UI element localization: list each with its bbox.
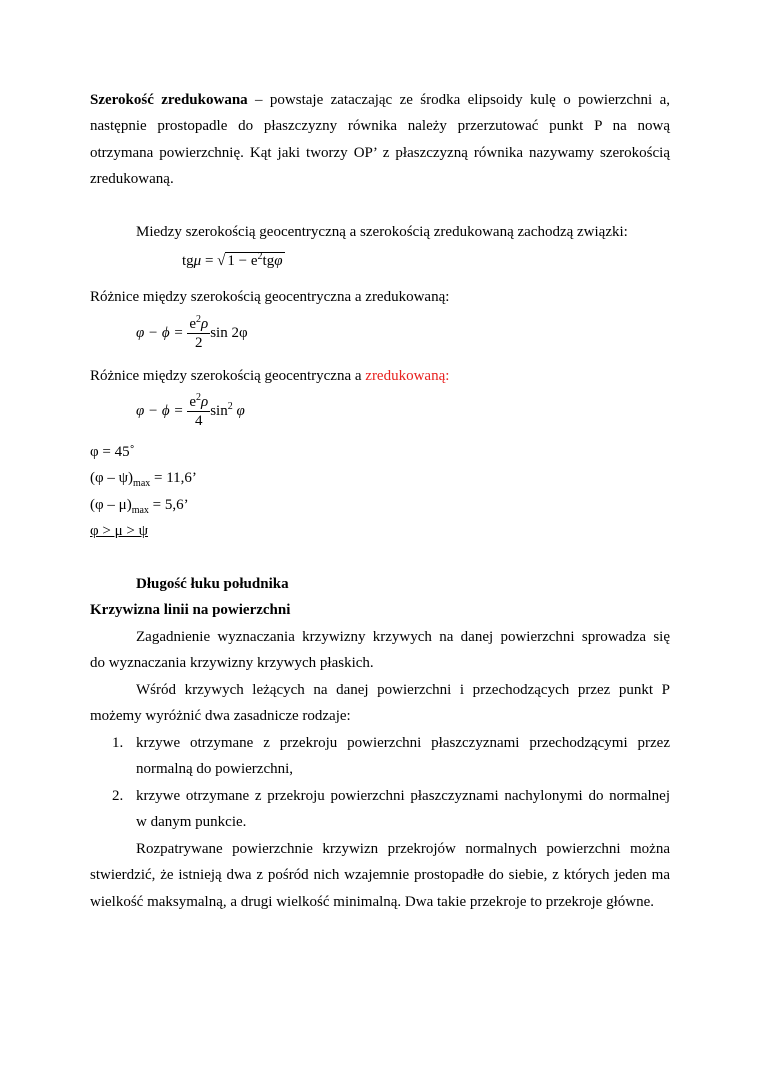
- paragraph-line: wielkość maksymalną, a drugi wielkość minimalną. Dwa takie przekroje to przekroje główne.: [90, 894, 654, 910]
- subscript: max: [133, 478, 151, 489]
- formula-part: ρ: [200, 316, 209, 332]
- formula-part: e: [189, 394, 196, 410]
- formula-part: φ − ϕ =: [136, 402, 188, 419]
- paragraph-line: Zagadnienie wyznaczania krzywizny krzywych na danej powierzchni sprowadza się: [136, 629, 670, 645]
- text-span: = 11,6’: [150, 470, 197, 486]
- formula-part: tg: [262, 253, 275, 269]
- diff-label: Różnice między szerokością geocentryczna a zredukowaną:: [90, 289, 450, 305]
- subscript: max: [131, 505, 149, 516]
- text-span: (φ – ψ): [90, 470, 134, 486]
- fraction: [187, 393, 210, 430]
- value-line: [90, 469, 197, 487]
- list-item-line: krzywe otrzymane z przekroju powierzchni płaszczyznami przechodzącymi przez: [136, 735, 670, 751]
- formula-exp: 2: [227, 400, 233, 412]
- paragraph-line: otrzymana powierzchnię. Kąt jaki tworzy OP’ z płaszczyzną równika nazywamy szerokością: [90, 145, 670, 161]
- paragraph-line: Wśród krzywych leżących na danej powierzchni i przechodzących przez punkt P: [136, 682, 670, 698]
- formula-part: sin 2φ: [210, 324, 248, 341]
- sqrt-sign: √: [217, 253, 226, 269]
- value-line: [90, 496, 189, 514]
- paragraph-line: Rozpatrywane powierzchnie krzywizn przekrojów normalnych powierzchni można: [136, 841, 670, 857]
- formula-part: ρ: [200, 394, 209, 410]
- fraction-numerator: [187, 393, 210, 412]
- formula-part: sin: [210, 402, 228, 419]
- paragraph-line: następnie prostopadle do płaszczyzny równika należy przerzutować punkt P na nową: [90, 118, 670, 134]
- text-span: = 5,6’: [148, 497, 189, 513]
- formula-part: μ: [193, 253, 202, 269]
- formula-diff-2: [136, 393, 245, 430]
- diff-label: [90, 367, 449, 385]
- red-text: zredukowaną:: [365, 368, 450, 384]
- formula-part: =: [201, 253, 218, 269]
- radicand: [225, 252, 284, 269]
- formula-part: φ − ϕ =: [136, 324, 188, 341]
- list-item-line: krzywe otrzymane z przekroju powierzchni płaszczyznami nachylonymi do normalnej: [136, 788, 670, 804]
- relation-intro: Miedzy szerokością geocentryczną a szerokością zredukowaną zachodzą związki:: [136, 224, 628, 240]
- heading: Długość łuku południka: [136, 576, 289, 592]
- formula-part: e: [189, 316, 196, 332]
- formula-exp: 2: [195, 392, 201, 403]
- value-line-underlined: φ > μ > ψ: [90, 523, 149, 539]
- formula-exp: 2: [195, 314, 201, 325]
- term-bold: Szerokość zredukowana: [90, 92, 248, 108]
- text-span: (φ – μ): [90, 497, 132, 513]
- formula-part: 1 − e: [227, 253, 258, 269]
- formula-exp: 2: [257, 251, 263, 262]
- text-span: – powstaje zataczając ze środka elipsoidy kulę o powierzchni a,: [247, 92, 670, 108]
- list-number: 1.: [112, 735, 124, 751]
- paragraph-line: możemy wyróżnić dwa zasadnicze rodzaje:: [90, 708, 351, 724]
- formula-part: φ: [232, 402, 245, 419]
- paragraph-line: zredukowaną.: [90, 171, 174, 187]
- fraction-denominator: 2: [195, 335, 203, 351]
- paragraph-line: [90, 91, 670, 109]
- paragraph-line: do wyznaczania krzywizny krzywych płaskich.: [90, 655, 374, 671]
- formula-tg-mu: [182, 253, 285, 270]
- heading: Krzywizna linii na powierzchni: [90, 602, 291, 618]
- formula-part: tg: [182, 253, 194, 269]
- value-line: φ = 45˚: [90, 444, 135, 460]
- fraction: [187, 315, 210, 352]
- formula-diff-1: [136, 315, 248, 352]
- fraction-numerator: [187, 315, 210, 334]
- list-number: 2.: [112, 788, 124, 804]
- text-span: Różnice między szerokością geocentryczna a: [90, 368, 366, 384]
- formula-part: φ: [274, 253, 283, 269]
- list-item-line: normalną do powierzchni,: [136, 761, 294, 777]
- list-item-line: w danym punkcie.: [136, 814, 247, 830]
- fraction-denominator: 4: [195, 413, 203, 429]
- sqrt: [217, 253, 284, 270]
- paragraph-line: stwierdzić, że istnieją dwa z pośród nich wzajemnie prostopadłe do siebie, z których jeden ma: [90, 867, 670, 883]
